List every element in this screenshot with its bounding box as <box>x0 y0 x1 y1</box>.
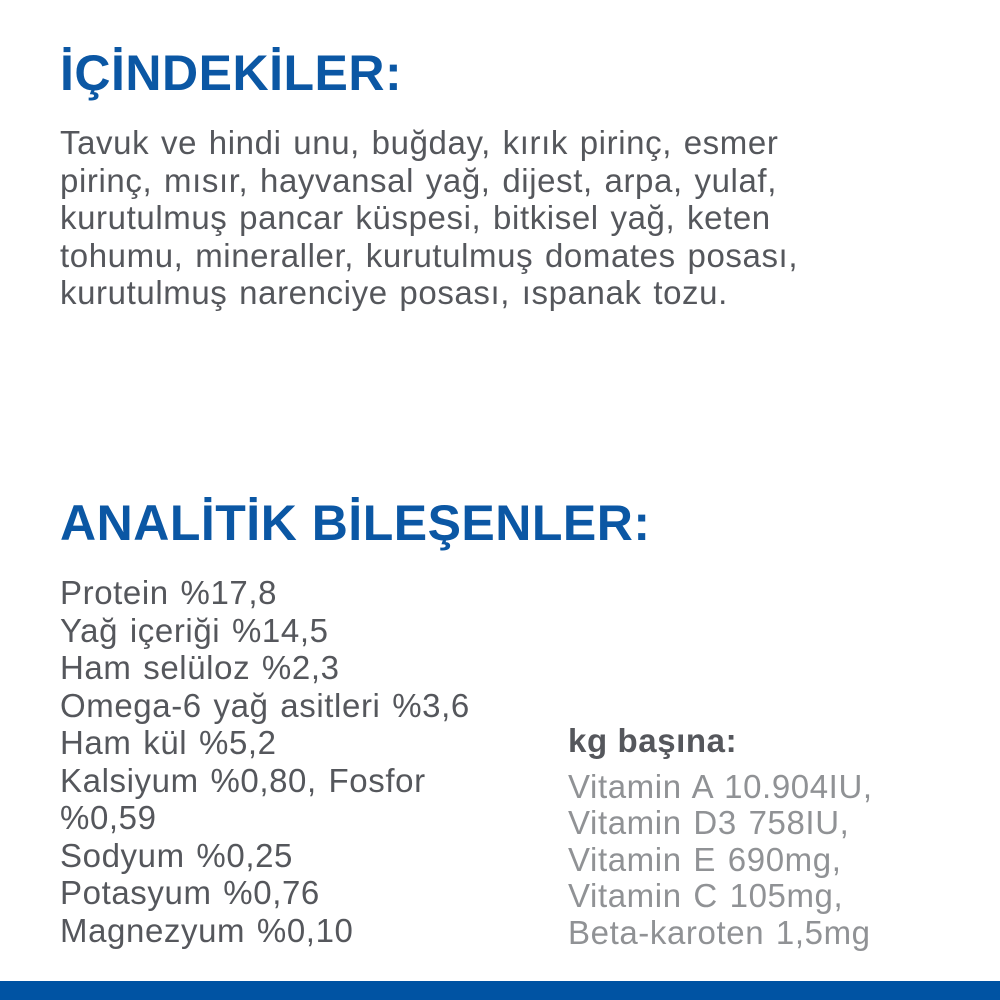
analytical-component-line: Magnezyum %0,10 <box>60 911 354 949</box>
analytical-component-line: Yağ içeriği %14,5 <box>60 611 329 649</box>
analytical-component-line: Protein %17,8 <box>60 574 278 611</box>
analytical-components-heading: ANALİTİK BİLEŞENLER: <box>60 495 651 551</box>
per-kg-vitamin-line: Vitamin C 105mg, <box>568 877 844 914</box>
ingredients-paragraph-line: kurutulmuş pancar küspesi, bitkisel yağ, keten <box>60 199 771 236</box>
ingredients-paragraph-line: tohumu, mineraller, kurutulmuş domates posası, <box>60 236 799 274</box>
analytical-component-line: %0,59 <box>60 799 157 836</box>
per-kg-vitamin-list <box>568 769 873 952</box>
ingredients-paragraph-line: pirinç, mısır, hayvansal yağ, dijest, arpa, yulaf, <box>60 161 777 199</box>
per-kg-vitamin-line: Vitamin E 690mg, <box>568 840 842 878</box>
ingredients-paragraph-line: Tavuk ve hindi unu, buğday, kırık pirinç, esmer <box>60 124 779 161</box>
analytical-component-line: Omega-6 yağ asitleri %3,6 <box>60 686 470 724</box>
per-kg-vitamin-line: Vitamin A 10.904IU, <box>568 767 873 805</box>
ingredients-paragraph-line: kurutulmuş narenciye posası, ıspanak tozu. <box>60 274 728 311</box>
analytical-components-list <box>60 574 470 949</box>
per-kg-vitamin-line: Vitamin D3 758IU, <box>568 804 850 841</box>
per-kg-section <box>568 722 873 951</box>
analytical-component-line: Potasyum %0,76 <box>60 874 320 911</box>
analytical-component-line: Ham selüloz %2,3 <box>60 649 340 686</box>
per-kg-vitamin-line: Beta-karoten 1,5mg <box>568 913 871 951</box>
analytical-component-line: Kalsiyum %0,80, Fosfor <box>60 761 426 799</box>
bottom-brand-bar <box>0 981 1000 1000</box>
ingredients-paragraph <box>60 124 798 312</box>
per-kg-heading: kg başına: <box>568 722 738 759</box>
ingredients-heading: İÇİNDEKİLER: <box>60 45 403 101</box>
analytical-component-line: Sodyum %0,25 <box>60 836 293 874</box>
analytical-component-line: Ham kül %5,2 <box>60 724 277 761</box>
